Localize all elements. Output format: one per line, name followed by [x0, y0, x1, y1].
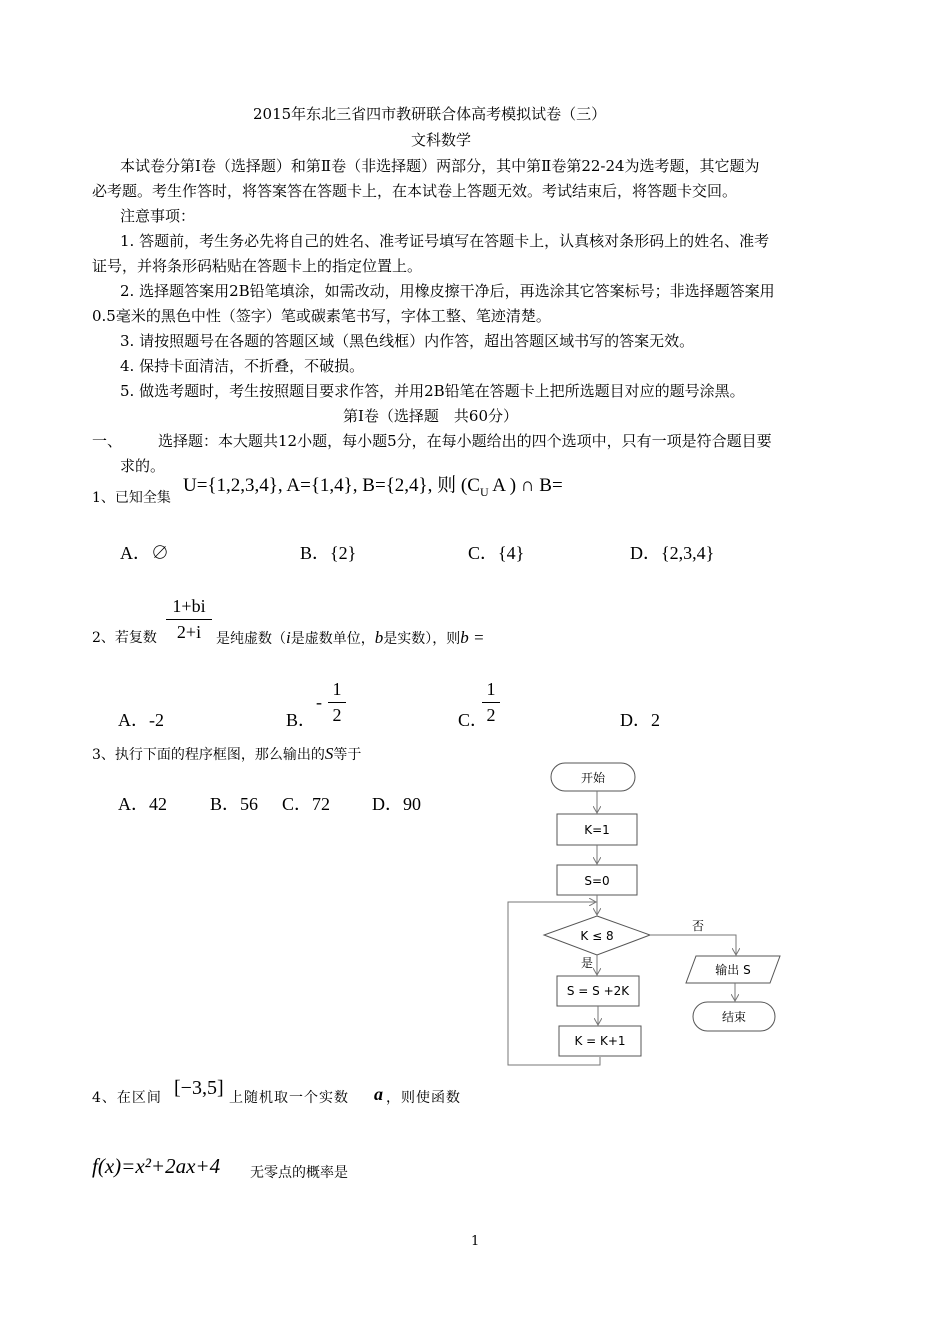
- intro-line-1: 本试卷分第Ⅰ卷（选择题）和第Ⅱ卷（非选择题）两部分，其中第Ⅱ卷第22-24为选考题，其它题为: [120, 157, 760, 175]
- q2-option-b-sign: -: [316, 692, 322, 712]
- notice-1a: 1. 答题前，考生务必先将自己的姓名、准考证号填写在答题卡上，认真核对条形码上的姓名、准考: [120, 232, 770, 250]
- flow-update-k-label: K = K+1: [574, 1034, 626, 1048]
- page-number: 1: [471, 1234, 480, 1249]
- q3-var-s: S: [324, 744, 334, 763]
- q1-math-main: U={1,2,3,4}, A={1,4}, B={2,4}, 则 (C: [183, 475, 480, 496]
- q1-option-d[interactable]: D．{2,3,4}: [630, 543, 715, 563]
- section-title: 第Ⅰ卷（选择题 共60分）: [343, 407, 519, 425]
- notice-1b: 证号，并将条形码粘贴在答题卡上的指定位置上。: [92, 257, 423, 275]
- q2-tail: b =: [460, 628, 485, 647]
- q2-fraction: [166, 596, 212, 643]
- q3-option-a[interactable]: A．42: [118, 794, 167, 814]
- flow-end-label: 结束: [721, 1010, 747, 1024]
- notice-2a: 2. 选择题答案用2B铅笔填涂，如需改动，用橡皮擦干净后，再选涂其它答案标号；非选择题答案用: [120, 282, 775, 300]
- q3-option-c[interactable]: C．72: [282, 794, 331, 814]
- flow-update-s-label: S = S +2K: [566, 984, 630, 998]
- flow-no-label: 否: [691, 919, 705, 933]
- q2-frac-denominator: 2+i: [176, 622, 202, 642]
- exam-title: 2015年东北三省四市教研联合体高考模拟试卷（三）: [253, 105, 607, 123]
- q3-text-main: 3、执行下面的程序框图，那么输出的: [92, 747, 325, 763]
- q1-option-b[interactable]: B．{2}: [300, 543, 357, 563]
- q4-text-2: 上随机取一个实数: [229, 1090, 349, 1106]
- q2-frac-bar: [166, 619, 212, 620]
- q2-option-a[interactable]: A．-2: [118, 710, 164, 730]
- q1-option-a[interactable]: A．∅: [120, 543, 169, 563]
- q2-text-2: 是虚数单位，: [290, 631, 375, 647]
- q1-prefix: 1、已知全集: [92, 490, 171, 506]
- q3-text: [92, 744, 361, 765]
- q2-option-b-bar: [328, 702, 346, 703]
- q1-math: [183, 476, 563, 502]
- flow-yes-label: 是: [580, 956, 594, 970]
- q2-option-c-label[interactable]: C．: [458, 710, 489, 730]
- q2-body: [216, 628, 484, 649]
- intro-line-2: 必考题。考生作答时，将答案答在答题卡上，在本试卷上答题无效。考试结束后，将答题卡交回。: [92, 182, 738, 200]
- q4-function: f(x)=x²+2ax+4: [92, 1154, 221, 1178]
- q1-math-sub: U: [479, 484, 489, 499]
- q1-option-c[interactable]: C．{4}: [468, 543, 525, 563]
- section-desc-1: 选择题：本大题共12小题，每小题5分，在每小题给出的四个选项中，只有一项是符合题目要: [158, 432, 772, 450]
- notice-4: 4. 保持卡面清洁，不折叠，不破损。: [120, 357, 365, 375]
- q2-option-c-fraction: [482, 679, 500, 726]
- flow-start-label: 开始: [580, 771, 606, 785]
- q2-text-1: 是纯虚数（: [216, 631, 286, 647]
- q2-option-c-den: 2: [486, 705, 496, 725]
- q2-var-b: b: [374, 628, 384, 647]
- q2-option-b-label[interactable]: B．: [286, 710, 317, 730]
- flow-output-label: 输出 S: [715, 963, 751, 977]
- flow-init-k-label: K=1: [584, 823, 610, 837]
- q4-interval: [−3,5]: [174, 1077, 224, 1099]
- q2-option-b-den: 2: [332, 705, 342, 725]
- section-desc-2: 求的。: [120, 457, 166, 475]
- notice-heading: 注意事项：: [120, 207, 196, 225]
- q2-text-3: 是实数），则: [383, 631, 461, 647]
- flow-condition-label: K ≤ 8: [580, 929, 614, 943]
- q2-var-i: i: [286, 628, 291, 647]
- q4-text-4: 无零点的概率是: [250, 1165, 348, 1181]
- q4-var-a: a: [374, 1084, 383, 1104]
- exam-subtitle: 文科数学: [411, 131, 472, 149]
- q2-option-c-bar: [482, 702, 500, 703]
- q2-option-c-num: 1: [486, 679, 496, 699]
- q2-frac-numerator: 1+bi: [172, 596, 206, 616]
- flow-init-s-label: S=0: [584, 874, 610, 888]
- notice-3: 3. 请按照题号在各题的答题区域（黑色线框）内作答，超出答题区域书写的答案无效。: [120, 332, 695, 350]
- q2-option-d[interactable]: D．2: [620, 710, 660, 730]
- q3-option-d[interactable]: D．90: [372, 794, 421, 814]
- q3-option-b[interactable]: B．56: [210, 794, 259, 814]
- notice-5: 5. 做选考题时，考生按照题目要求作答，并用2B铅笔在答题卡上把所选题目对应的题号涂黑。: [120, 382, 745, 400]
- section-number: 一、: [92, 432, 123, 450]
- q1-math-tail: A ) ∩ B=: [488, 475, 563, 496]
- notice-2b: 0.5毫米的黑色中性（签字）笔或碳素笔书写，字体工整、笔迹清楚。: [92, 307, 551, 325]
- flow-no-branch: [650, 935, 736, 954]
- q2-option-b-fraction: [328, 679, 346, 726]
- q4-text-3: ，则使函数: [386, 1090, 461, 1106]
- q4-text-1: 4、在区间: [92, 1090, 162, 1106]
- q2-prefix: 2、若复数: [92, 630, 157, 646]
- q3-text-tail: 等于: [333, 747, 362, 763]
- q2-option-b-num: 1: [332, 679, 342, 699]
- program-flowchart: [500, 755, 800, 1070]
